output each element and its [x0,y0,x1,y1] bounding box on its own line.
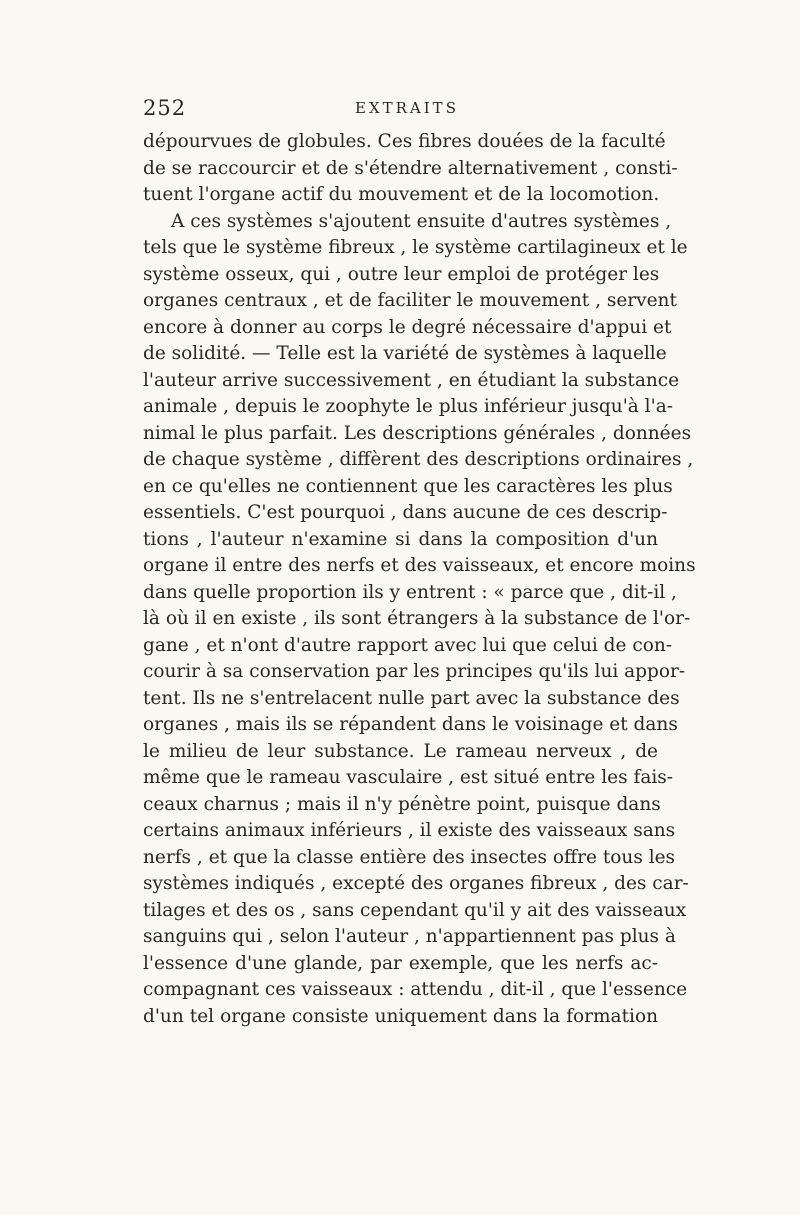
text-line: d'un tel organe consiste uniquement dans la formation [143,1005,658,1027]
text-line: de chaque système , diffèrent des descriptions ordinaires , [143,449,694,470]
text-line: tilages et des os , sans cependant qu'il y ait des vaisseaux [143,899,687,921]
text-line: nimal le plus parfait. Les descriptions générales , données [143,422,692,444]
text-line: animale , depuis le zoophyte le plus inférieur jusqu'à l'a- [143,396,673,417]
text-line: le milieu de leur substance. Le rameau nerveux , de [143,740,658,762]
text-line: essentiels. C'est pourquoi , dans aucune de ces descrip- [143,502,668,523]
text-line: sanguins qui , selon l'auteur , n'appartiennent pas plus à [143,926,676,947]
page-number: 252 [143,96,187,120]
text-line: gane , et n'ont d'autre rapport avec lui que celui de con- [143,634,673,656]
text-line: nerfs , et que la classe entière des insectes offre tous les [143,846,676,868]
text-line: tent. Ils ne s'entrelacent nulle part avec la substance des [143,687,680,709]
text-line: organes , mais ils se répandent dans le voisinage et dans [143,714,678,735]
text-line: certains animaux inférieurs , il existe des vaisseaux sans [143,820,676,841]
text-line: tuent l'organe actif du mouvement et de la locomotion. [143,184,660,205]
text-line: en ce qu'elles ne contiennent que les caractères les plus [143,475,673,497]
text-line: là où il en existe , ils sont étrangers à la substance de l'or- [143,608,691,629]
running-head [143,96,663,124]
text-line: de se raccourcir et de s'étendre alternativement , consti- [143,157,678,179]
text-line: tels que le système fibreux , le système cartilagineux et le [143,237,688,258]
text-line: organe il entre des nerfs et des vaisseaux, et encore moins [143,555,696,576]
text-line: compagnant ces vaisseaux : attendu , dit-il , que l'essence [143,979,688,1000]
text-line: encore à donner au corps le degré nécessaire d'appui et [143,316,672,338]
text-line: système osseux, qui , outre leur emploi de protéger les [143,263,660,285]
text-line: tions , l'auteur n'examine si dans la composition d'un [143,528,658,550]
text-line: dans quelle proportion ils y entrent : « parce que , dit-il , [143,581,677,603]
text-line: systèmes indiqués , excepté des organes fibreux , des car- [143,873,689,894]
text-line: organes centraux , et de faciliter le mouvement , servent [143,290,677,311]
text-line: l'essence d'une glande, par exemple, que les nerfs ac- [143,952,658,974]
text-line: ceaux charnus ; mais il n'y pénètre point, puisque dans [143,793,661,815]
body-text [143,129,696,1030]
text-line: l'auteur arrive successivement , en étudiant la substance [143,369,680,391]
text-line: courir à sa conservation par les principes qu'ils lui appor- [143,661,686,682]
text-line: dépourvues de globules. Ces fibres douées de la faculté [143,131,666,152]
text-line: de solidité. — Telle est la variété de systèmes à laquelle [143,343,667,364]
running-title: EXTRAITS [355,99,459,117]
text-line: même que le rameau vasculaire , est situé entre les fais- [143,767,674,788]
text-line: A ces systèmes s'ajoutent ensuite d'autres systèmes , [171,210,672,232]
